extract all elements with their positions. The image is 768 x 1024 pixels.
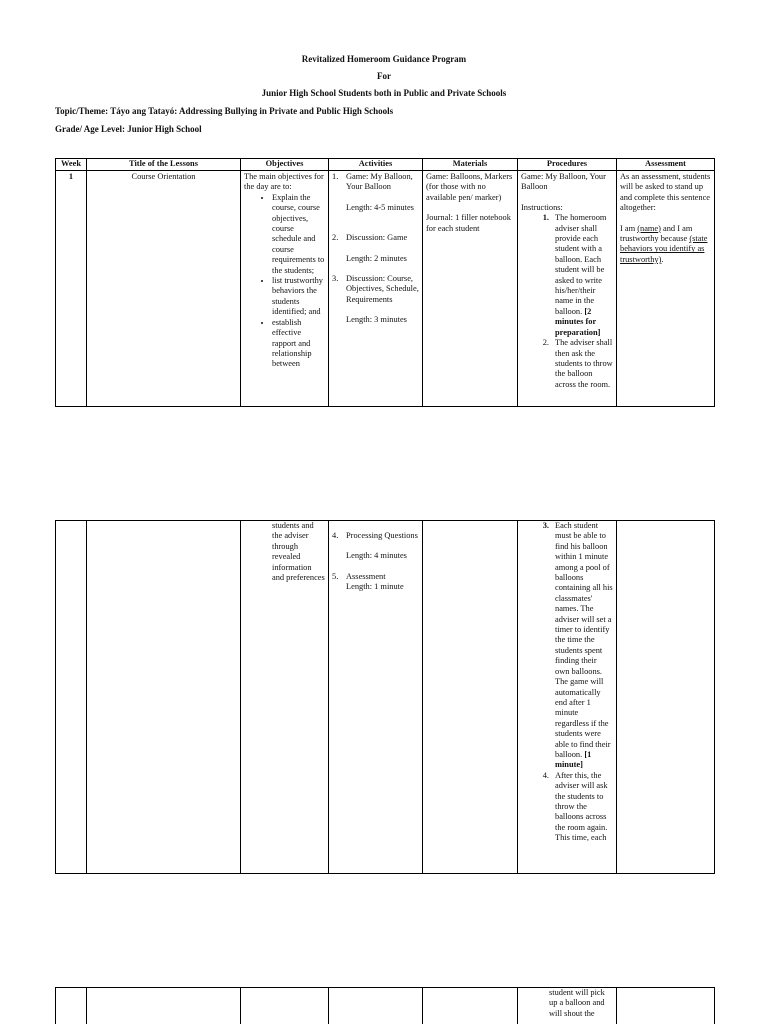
assessment-part: I am: [620, 223, 638, 233]
cell-assessment: [617, 171, 715, 407]
activity-item: [332, 572, 419, 582]
objective-item: • Explain the course, course objectives, course schedule and course requirements to the students;: [272, 193, 325, 276]
cell-activities: [329, 171, 423, 407]
procedure-step: [521, 213, 613, 338]
cell-assessment-cont-2: [617, 988, 715, 1024]
col-header-objectives: Objectives: [241, 159, 329, 171]
cell-week: 1: [56, 171, 87, 407]
col-header-title: Title of the Lessons: [87, 159, 241, 171]
activity-name: Game: My Balloon, Your Balloon: [346, 172, 413, 192]
cell-title: Course Orientation: [87, 171, 241, 407]
header-line-3: Junior High School Students both in Public and Private Schools: [261, 88, 507, 98]
activity-num: 2.: [332, 233, 339, 243]
topic-theme: Topic/Theme: Táyo ang Tatayó: Addressing Bullying in Private and Public High Schools: [55, 106, 394, 116]
step-1-text: The homeroom adviser shall provide each student with a balloon. Each student will be asked to write his/her/their name in the balloon.: [555, 213, 607, 316]
cell-title-cont: [87, 521, 241, 874]
step-2-text: The adviser shall then ask the students to throw the balloon across the room.: [555, 338, 613, 389]
page-1-section: [0, 158, 768, 408]
assessment-text: As an assessment, students will be asked to stand up and complete this sentence altogether:: [620, 172, 711, 213]
objective-item: • establish effective rapport and relationship between: [272, 318, 325, 370]
activity-length: Length: 4 minutes: [346, 551, 407, 561]
materials-journal: Journal: 1 filler notebook for each student: [426, 213, 511, 233]
step-3-text: Each student must be able to find his balloon within 1 minute among a pool of balloons containing all his classmates' names. The adviser will set a timer to identify the time the students spent finding their own balloons. The game will automatically end after 1 minute regardless if the students were able to find their balloon.: [555, 521, 613, 759]
activity-num: 5.: [332, 571, 339, 581]
lesson-table-page-3: [55, 987, 715, 1024]
step-num: 2.: [542, 338, 549, 348]
materials-game: Game: Balloons, Markers (for those with no available pen/ marker): [426, 172, 513, 202]
cell-materials-cont: [423, 521, 518, 874]
step-text: [555, 521, 613, 771]
cell-procedures-cont: [518, 521, 617, 874]
cell-activities-cont: [329, 521, 423, 874]
cell-activities-cont-2: [329, 988, 423, 1024]
activity-item: [332, 172, 419, 193]
objective-item: • list trustworthy behaviors the students identified; and: [272, 276, 325, 318]
step-4-text: After this, the adviser will ask the students to throw the balloons across the room again. This time, each: [555, 770, 608, 843]
page-2-section: [0, 520, 768, 875]
activity-length: Length: 1 minute: [346, 582, 404, 592]
step-num: 4.: [542, 770, 549, 780]
col-header-week: Week: [56, 159, 87, 171]
col-header-assessment: Assessment: [617, 159, 715, 171]
assessment-sentence: [620, 224, 711, 266]
cell-assessment-cont: [617, 521, 715, 874]
step-num: 3.: [542, 521, 549, 530]
activity-length: Length: 2 minutes: [346, 253, 407, 263]
cell-objectives-cont: students and the adviser through revealed information and preferences: [241, 521, 329, 874]
objectives-intro: The main objectives for the day are to:: [244, 172, 324, 192]
procedures-instructions-label: Instructions:: [521, 202, 563, 212]
assessment-part: and I am trustworthy because: [620, 223, 693, 244]
cell-objectives: [241, 171, 329, 407]
cell-objectives-cont-2: [241, 988, 329, 1024]
cell-week-cont-2: [56, 988, 87, 1024]
header-line-2: For: [377, 71, 391, 81]
procedure-step: [521, 521, 613, 771]
assessment-name-blank: (name): [637, 223, 661, 233]
cell-materials: [423, 171, 518, 407]
lesson-table-page-1: [55, 158, 715, 407]
cell-procedures: [518, 171, 617, 407]
activity-name: Discussion: Game: [346, 233, 408, 243]
procedure-step: [521, 338, 613, 390]
step-1-time: [2 minutes for preparation]: [555, 306, 601, 337]
activity-length: Length: 4-5 minutes: [346, 202, 414, 212]
activity-item: [332, 233, 419, 243]
activity-num: 1.: [332, 172, 339, 181]
step-3-time: [1 minute]: [555, 749, 592, 770]
activity-item: [332, 274, 419, 305]
cell-procedures-cont-2: student will pick up a balloon and will shout the: [518, 988, 617, 1024]
grade-level: Grade/ Age Level: Junior High School: [55, 124, 202, 134]
col-header-materials: Materials: [423, 159, 518, 171]
step-text: [555, 213, 613, 338]
cell-materials-cont-2: [423, 988, 518, 1024]
step-num: 1.: [542, 213, 549, 223]
lesson-table-page-2: [55, 520, 715, 874]
activity-item: [332, 531, 419, 541]
page-3-section: [0, 987, 768, 1024]
activity-num: 3.: [332, 274, 339, 284]
cell-title-cont-2: [87, 988, 241, 1024]
cell-week-cont: [56, 521, 87, 874]
activity-name: Processing Questions: [346, 531, 418, 540]
assessment-part: .: [661, 254, 664, 264]
col-header-activities: Activities: [329, 159, 423, 171]
activity-name: Discussion: Course, Objectives, Schedule, Requirements: [346, 274, 419, 304]
header-line-1: Revitalized Homeroom Guidance Program: [301, 54, 467, 64]
activity-num: 4.: [332, 531, 339, 540]
activity-name: Assessment: [346, 571, 386, 581]
assessment-behaviors-blank: (state behaviors you identify as trustworthy): [620, 234, 708, 264]
procedure-step: [521, 771, 613, 844]
activity-length: Length: 3 minutes: [346, 315, 407, 325]
col-header-procedures: Procedures: [518, 159, 617, 171]
procedures-intro: Game: My Balloon, Your Balloon: [521, 172, 606, 192]
objectives-list: [244, 193, 325, 370]
